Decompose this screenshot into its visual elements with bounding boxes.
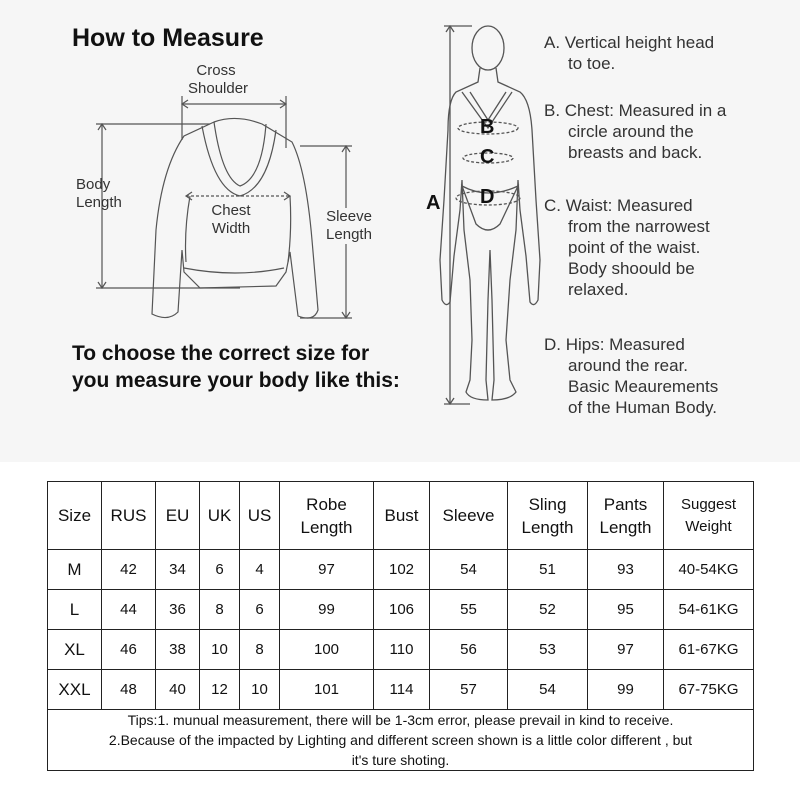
description-c-line1: C. Waist: Measured	[544, 196, 693, 215]
body-length-label-line1: Body	[76, 176, 111, 193]
description-d	[544, 334, 718, 418]
cross-shoulder-label-line1: Cross	[196, 62, 236, 79]
cell-robe: 100	[280, 630, 374, 670]
sleeve-length-label-line1: Sleeve	[326, 208, 372, 225]
description-d-line1: D. Hips: Measured	[544, 335, 685, 354]
table-row	[48, 550, 754, 590]
description-b	[544, 100, 726, 163]
cell-bust: 114	[374, 670, 430, 710]
cell-uk: 10	[200, 630, 240, 670]
description-c	[544, 195, 710, 300]
chest-width-label-line2: Width	[211, 220, 251, 237]
header-pants-line1: Pants	[603, 494, 648, 514]
header-suggest-weight	[664, 482, 754, 550]
measure-point-b: B	[480, 116, 495, 138]
cell-weight: 40-54KG	[664, 550, 754, 590]
description-b-line1: B. Chest: Measured in a	[544, 101, 727, 120]
description-a-line2: to toe.	[568, 54, 616, 73]
cell-pants: 95	[588, 590, 664, 630]
description-d-line2: around the rear.	[568, 356, 689, 375]
tips-line3: it's ture shoting.	[351, 752, 450, 768]
cell-sleeve: 55	[430, 590, 508, 630]
cell-rus: 44	[102, 590, 156, 630]
header-robe-length	[280, 482, 374, 550]
sleeve-length-label-line2: Length	[326, 226, 372, 243]
cell-us: 4	[240, 550, 280, 590]
cell-robe: 99	[280, 590, 374, 630]
description-c-line5: relaxed.	[568, 280, 629, 299]
header-size: Size	[48, 482, 102, 550]
cell-size: M	[48, 550, 102, 590]
description-c-line4: Body shoould be	[568, 259, 695, 278]
cell-pants: 99	[588, 670, 664, 710]
header-pants-line2: Length	[599, 517, 652, 537]
description-b-line3: breasts and back.	[568, 143, 703, 162]
size-chart-table	[47, 481, 754, 771]
cell-robe: 101	[280, 670, 374, 710]
cell-uk: 12	[200, 670, 240, 710]
choose-size-line1: To choose the correct size for	[72, 342, 370, 365]
cell-uk: 6	[200, 550, 240, 590]
cell-sleeve: 54	[430, 550, 508, 590]
description-b-line2: circle around the	[568, 122, 694, 141]
cell-rus: 42	[102, 550, 156, 590]
cell-us: 10	[240, 670, 280, 710]
cell-pants: 97	[588, 630, 664, 670]
table-row	[48, 630, 754, 670]
measure-point-c: C	[480, 146, 495, 168]
header-eu: EU	[156, 482, 200, 550]
header-robe-line1: Robe	[306, 494, 347, 514]
description-a	[544, 32, 714, 74]
header-sleeve: Sleeve	[430, 482, 508, 550]
cell-bust: 110	[374, 630, 430, 670]
cell-sling: 52	[508, 590, 588, 630]
cell-uk: 8	[200, 590, 240, 630]
cross-shoulder-label-line2: Shoulder	[188, 80, 249, 97]
header-rus: RUS	[102, 482, 156, 550]
header-robe-line2: Length	[300, 517, 353, 537]
cell-eu: 34	[156, 550, 200, 590]
header-uk: UK	[200, 482, 240, 550]
cell-bust: 102	[374, 550, 430, 590]
cell-sling: 53	[508, 630, 588, 670]
table-row	[48, 670, 754, 710]
header-sling-length	[508, 482, 588, 550]
description-c-line2: from the narrowest	[568, 217, 710, 236]
table-header-row	[48, 482, 754, 550]
tips-line1: Tips:1. munual measurement, there will be 1-3cm error, please prevail in kind to receive.	[127, 712, 674, 728]
cell-weight: 61-67KG	[664, 630, 754, 670]
choose-size-line2: you measure your body like this:	[72, 369, 400, 392]
cell-eu: 36	[156, 590, 200, 630]
cell-sleeve: 57	[430, 670, 508, 710]
page-title: How to Measure	[72, 24, 264, 52]
cell-sling: 51	[508, 550, 588, 590]
description-a-line1: A. Vertical height head	[544, 33, 715, 52]
cell-robe: 97	[280, 550, 374, 590]
cell-rus: 48	[102, 670, 156, 710]
cell-weight: 67-75KG	[664, 670, 754, 710]
description-d-line3: Basic Meaurements	[568, 377, 719, 396]
body-length-label-line2: Length	[76, 194, 122, 211]
tips-note	[48, 710, 754, 771]
cell-rus: 46	[102, 630, 156, 670]
description-c-line3: point of the waist.	[568, 238, 701, 257]
header-sling-line1: Sling	[528, 494, 567, 514]
cell-size: XL	[48, 630, 102, 670]
cell-us: 6	[240, 590, 280, 630]
cell-size: L	[48, 590, 102, 630]
table-row	[48, 590, 754, 630]
cell-eu: 38	[156, 630, 200, 670]
header-bust: Bust	[374, 482, 430, 550]
cell-pants: 93	[588, 550, 664, 590]
cell-sleeve: 56	[430, 630, 508, 670]
tips-row	[48, 710, 754, 771]
cell-bust: 106	[374, 590, 430, 630]
header-weight-line1: Suggest	[680, 495, 737, 513]
cell-eu: 40	[156, 670, 200, 710]
header-pants-length	[588, 482, 664, 550]
description-d-line4: of the Human Body.	[568, 398, 717, 417]
header-us: US	[240, 482, 280, 550]
measure-point-a: A	[426, 192, 441, 214]
cell-size: XXL	[48, 670, 102, 710]
header-weight-line2: Weight	[685, 517, 732, 535]
tips-line2: 2.Because of the impacted by Lighting and different screen shown is a little color different , but	[108, 732, 693, 748]
header-sling-line2: Length	[521, 517, 574, 537]
chest-width-label-line1: Chest	[211, 202, 251, 219]
measure-point-d: D	[480, 186, 495, 208]
cell-weight: 54-61KG	[664, 590, 754, 630]
cell-us: 8	[240, 630, 280, 670]
cell-sling: 54	[508, 670, 588, 710]
